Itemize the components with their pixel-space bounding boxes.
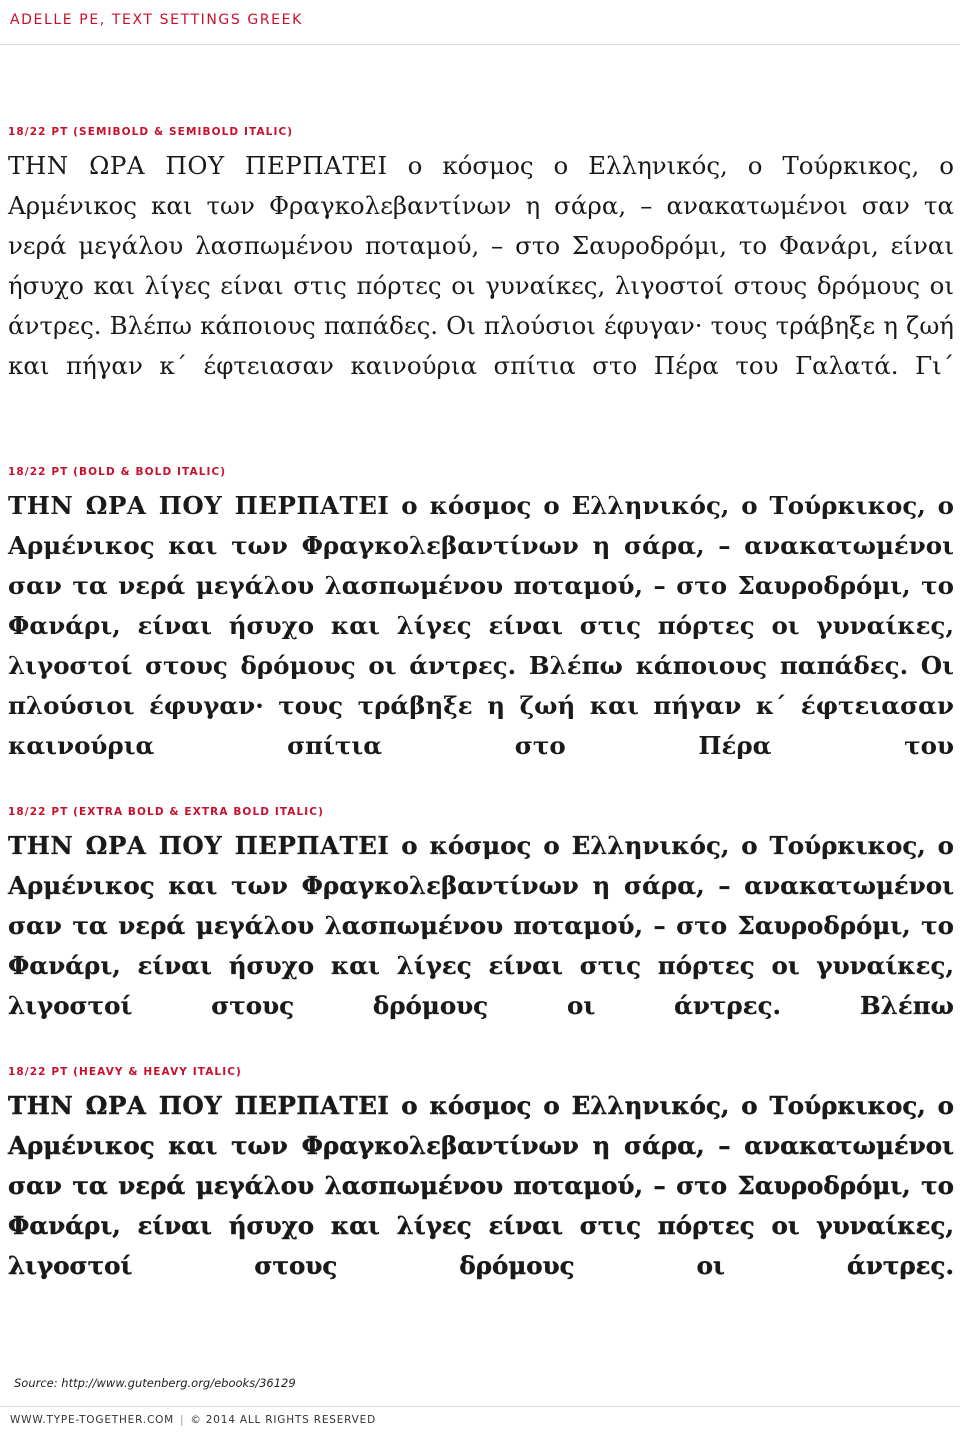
footer-rights: © 2014 ALL RIGHTS RESERVED [190,1414,376,1426]
small-caps-lead: ΤΗΝ ΩΡΑ ΠΟΥ ΠΕΡΠΑΤΕΙ [8,491,390,520]
small-caps-lead: ΤΗΝ ΩΡΑ ΠΟΥ ΠΕΡΠΑΤΕΙ [8,1091,390,1120]
specimen-section-extra-bold [8,806,954,1026]
footer-divider [0,1406,960,1407]
section-label: 18/22 PT (SEMIBOLD & SEMIBOLD ITALIC) [8,126,294,138]
specimen-text [8,826,954,1026]
source-citation: Source: http://www.gutenberg.org/ebooks/36129 [14,1376,296,1390]
section-label: 18/22 PT (HEAVY & HEAVY ITALIC) [8,1066,242,1078]
section-label: 18/22 PT (BOLD & BOLD ITALIC) [8,466,227,478]
small-caps-lead: ΤΗΝ ΩΡΑ ΠΟΥ ΠΕΡΠΑΤΕΙ [8,151,388,180]
section-label: 18/22 PT (EXTRA BOLD & EXTRA BOLD ITALIC) [8,806,324,818]
footer-site-link[interactable]: WWW.TYPE-TOGETHER.COM [10,1414,175,1426]
page-header [0,0,960,45]
footer-separator: | [180,1414,185,1426]
specimen-body: ο κόσμος ο Ελληνικός, ο Τούρκικος, ο Αρμένικος και των Φραγκολεβαντίνων η σάρα, – ανακατωμένοι σαν τα νερά μεγάλου λασπωμένου ποταμού, – στο Σαυροδρόμι, το Φανάρι, είναι ήσυχο και λίγες είναι στις πόρτες οι γυναίκες, λιγοστοί στους δρόμους οι άντρες. Βλέπω κάποιους παπάδες. Οι πλούσιοι έφυγαν· τους τράβηξε η ζωή και πήγαν κ΄ έφτειασαν καινούρια σπίτια στο Πέρα του Γαλατά. Γι΄ [8,151,954,380]
specimen-text [8,486,954,760]
specimen-text [8,146,954,386]
specimen-text [8,1086,954,1286]
specimen-body: ο κόσμος ο Ελληνικός, ο Τούρκικος, ο Αρμένικος και των Φραγκολεβαντίνων η σάρα, – ανακατωμένοι σαν τα νερά μεγάλου λασπωμένου ποταμού, – στο Σαυροδρόμι, το Φανάρι, είναι ήσυχο και λίγες είναι στις πόρτες οι γυναίκες, λιγοστοί στους δρόμους οι άντρες. Βλέπω κάποιους παπάδες. Οι πλούσιοι έφυγαν· τους τράβηξε η ζωή και πήγαν κ΄ έφτειασαν καινούρια σπίτια στο Πέρα του [8,491,954,760]
specimen-body: ο κόσμος ο Ελληνικός, ο Τούρκικος, ο Αρμένικος και των Φραγκολεβαντίνων η σάρα, – ανακατωμένοι σαν τα νερά μεγάλου λασπωμένου ποταμού, – στο Σαυροδρόμι, το Φανάρι, είναι ήσυχο και λίγες είναι στις πόρτες οι γυναίκες, λιγοστοί στους δρόμους οι άντρες. Βλέπω [8,831,954,1020]
specimen-section-semibold [8,126,954,386]
small-caps-lead: ΤΗΝ ΩΡΑ ΠΟΥ ΠΕΡΠΑΤΕΙ [8,831,390,860]
page-footer [10,1414,376,1426]
specimen-section-bold [8,466,954,760]
page-title: ADELLE PE, TEXT SETTINGS GREEK [10,12,303,28]
specimen-body: ο κόσμος ο Ελληνικός, ο Τούρκικος, ο Αρμένικος και των Φραγκολεβαντίνων η σάρα, – ανακατωμένοι σαν τα νερά μεγάλου λασπωμένου ποταμού, – στο Σαυροδρόμι, το Φανάρι, είναι ήσυχο και λίγες είναι στις πόρτες οι γυναίκες, λιγοστοί στους δρόμους οι άντρες. [8,1091,954,1280]
specimen-section-heavy [8,1066,954,1286]
